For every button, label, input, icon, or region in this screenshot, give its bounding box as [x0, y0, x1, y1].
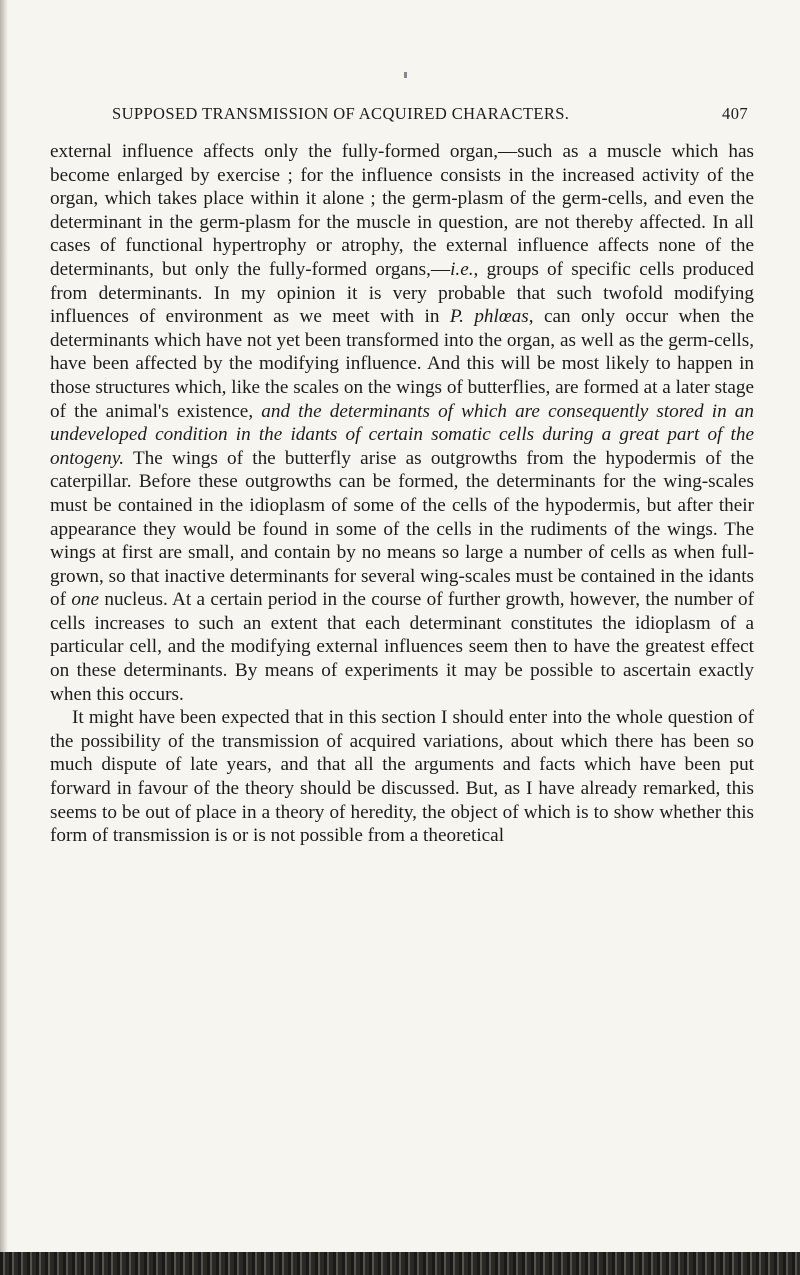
print-speck	[404, 72, 407, 78]
running-title: SUPPOSED TRANSMISSION OF ACQUIRED CHARACTERS.	[112, 104, 570, 123]
text-segment: , groups of specific cells produced from determinants. In my opinion it is very probable that such twofold modifying influences of environment as we meet with in	[50, 258, 754, 328]
text-segment: The wings of the butterfly arise as outgrowths from the hypodermis of the caterpillar. Before these outgrowths can be formed, the determinants for the wing-scales must be contained in the idioplasm of some of the cells of the hypodermis, but after their appearance they would be found in some of the cells in the rudiments of the wings. The wings at first are small, and contain by no means so large a number of cells as when full-grown, so that inactive determinants for several wing-scales must be contained in the idants of	[50, 447, 754, 611]
body-text	[50, 140, 754, 848]
scan-edge-band	[0, 1252, 800, 1275]
running-header	[112, 104, 748, 134]
paragraph	[50, 140, 754, 706]
page-number: 407	[722, 104, 748, 123]
page-gutter-shadow	[0, 0, 8, 1275]
text-segment: It might have been expected that in this section I should enter into the whole question of the possibility of the transmission of acquired variations, about which there has been so much dispute of late years, and that all the arguments and facts which have been put forward in favour of the theory should be discussed. But, as I have already remarked, this seems to be out of place in a theory of heredity, the object of which is to show whether this form of transmission is or is not possible from a theoretical	[50, 707, 754, 847]
italic-segment: P. phlœas	[449, 306, 529, 328]
italic-segment: and the determinants of which are consequently stored in an undeveloped condition in the idants of certain somatic cells during a great part of the ontogeny.	[50, 400, 754, 469]
text-segment: nucleus. At a certain period in the course of further growth, however, the number of cells increases to such an extent that each determinant constitutes the idioplasm of a particular cell, and the modifying external influences seem then to have the greatest effect on these determinants. By means of experiments it may be possible to ascertain exactly when this occurs.	[50, 589, 754, 705]
text-segment: external influence affects only the fully-formed organ,—such as a muscle which has become enlarged by exercise ; for the influence consists in the increased activity of the organ, which takes place within it alone ; the germ-plasm of the germ-cells, and even the determinant in the germ-plasm for the muscle in question, are not thereby affected. In all cases of functional hypertrophy or atrophy, the external influence affects none of the determinants, but only the fully-formed organs,—	[50, 141, 754, 280]
text-segment: , can only occur when the determinants which have not yet been transformed into the organ, as well as the germ-cells, have been affected by the modifying influence. And this will be most likely to happen in those structures which, like the scales on the wings of butterflies, are formed at a later stage of the animal's existence,	[50, 306, 754, 422]
paragraph	[50, 706, 754, 848]
italic-segment: one	[71, 589, 100, 611]
italic-segment: i.e.	[450, 258, 474, 280]
